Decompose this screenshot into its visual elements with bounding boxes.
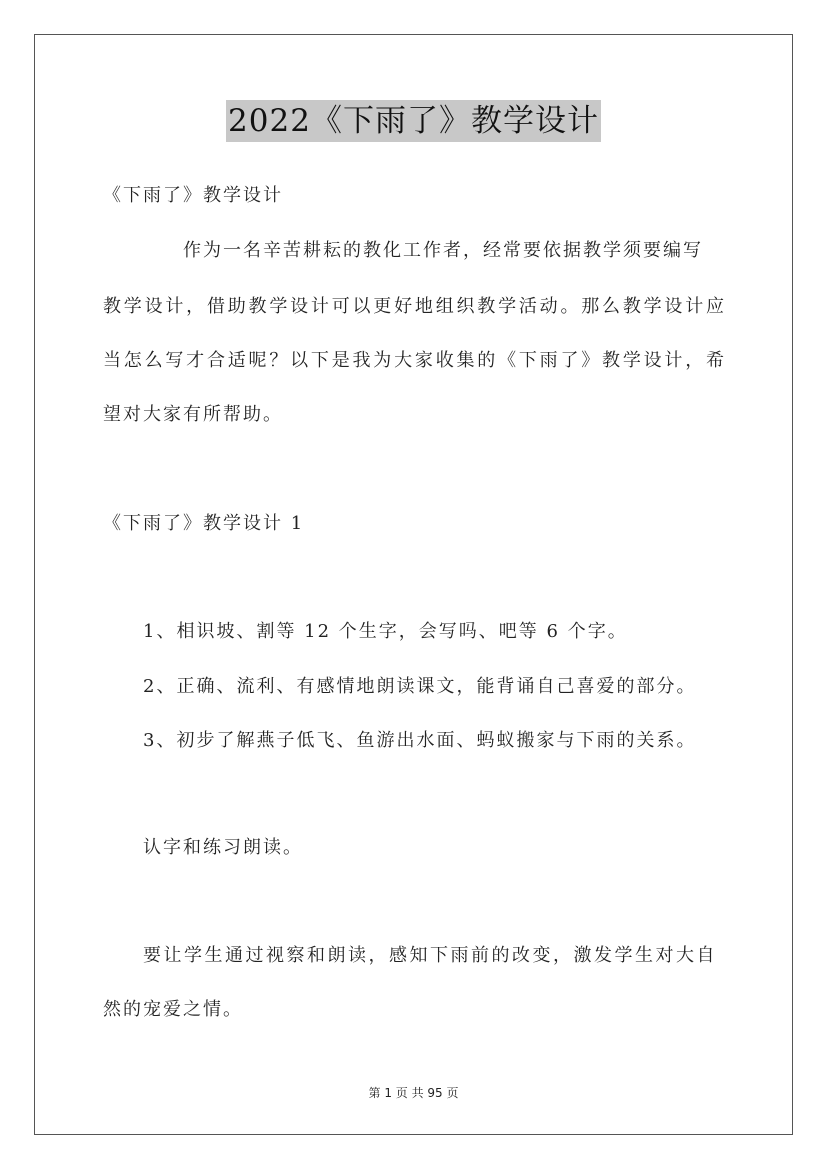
- objective-item-3: 3、初步了解燕子低飞、鱼游出水面、蚂蚁搬家与下雨的关系。: [143, 730, 697, 751]
- document-subtitle: 《下雨了》教学设计: [103, 185, 283, 206]
- title-wrap: [0, 100, 827, 142]
- intro-line-1: 作为一名辛苦耕耘的教化工作者，经常要依据教学须要编写: [183, 240, 703, 261]
- difficulty-line-1: 要让学生通过视察和朗读，感知下雨前的改变，激发学生对大自: [143, 945, 717, 966]
- section-heading: 《下雨了》教学设计 1: [103, 513, 305, 534]
- key-point-text: 认字和练习朗读。: [143, 837, 303, 858]
- objective-item-2: 2、正确、流利、有感情地朗读课文，能背诵自己喜爱的部分。: [143, 676, 697, 697]
- intro-line-2: 教学设计，借助教学设计可以更好地组织教学活动。那么教学设计应: [103, 296, 725, 317]
- difficulty-line-2: 然的宠爱之情。: [103, 999, 243, 1020]
- intro-line-4: 望对大家有所帮助。: [103, 404, 283, 425]
- page-number-footer: 第 1 页 共 95 页: [368, 1086, 459, 1100]
- objective-item-1: 1、相识坡、割等 12 个生字，会写吗、吧等 6 个字。: [143, 621, 628, 642]
- intro-line-3: 当怎么写才合适呢？以下是我为大家收集的《下雨了》教学设计，希: [103, 350, 725, 371]
- page-title: 2022《下雨了》教学设计: [226, 100, 601, 142]
